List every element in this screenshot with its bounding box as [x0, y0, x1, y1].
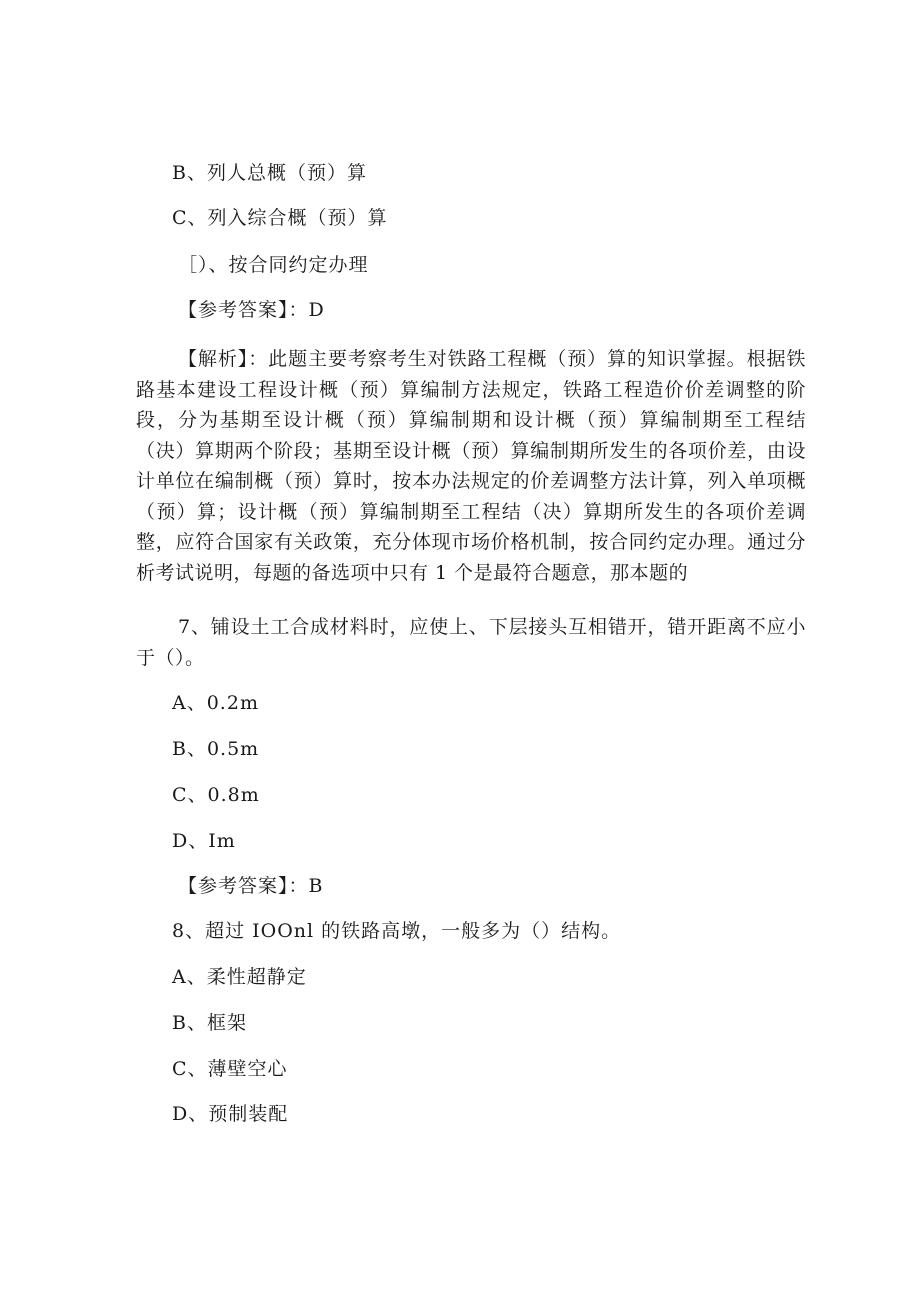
q8-option-b: B、框架: [172, 1012, 247, 1034]
q6-answer: 【参考答案】：D: [178, 299, 325, 321]
q6-option-d: ［）、按合同约定办理: [178, 254, 369, 276]
q7-option-c: C、0.8m: [172, 784, 260, 806]
q8-option-c: C、薄壁空心: [172, 1058, 288, 1080]
q7-option-b: B、0.5m: [172, 738, 260, 760]
q7-option-d: D、Im: [172, 830, 236, 852]
q7-option-a: A、0.2m: [172, 692, 259, 714]
q8-question: 8、超过 IOOnl 的铁路高墩，一般多为（）结构。: [172, 920, 622, 942]
q6-option-b: B、列人总概（预）算: [172, 162, 367, 184]
q8-option-d: D、预制装配: [172, 1103, 289, 1125]
q6-analysis: 【解析】：此题主要考察考生对铁路工程概（预）算的知识掌握。根据铁路基本建设工程设计概（预）算编制方法规定，铁路工程造价价差调整的阶段，分为基期至设计概（预）算编制期和设计概（预）算编制期至工程结（决）算期两个阶段；基期至设计概（预）算编制期所发生的各项价差，由设计单位在编制概（预）算时，按本办法规定的价差调整方法计算，列入单项概（预）算；设计概（预）算编制期至工程结（决）算期所发生的各项价差调整，应符合国家有关政策，充分体现市场价格机制，按合同约定办理。通过分析考试说明，每题的备选项中只有 1 个是最符合题意，那本题的: [136, 348, 806, 584]
q6-option-c: C、列入综合概（预）算: [172, 207, 388, 229]
q7-question: 7、铺设土工合成材料时，应使上、下层接头互相错开，错开距离不应小于（）。: [136, 616, 806, 669]
q7-answer: 【参考答案】：B: [178, 875, 324, 897]
q8-option-a: A、柔性超静定: [172, 966, 307, 988]
